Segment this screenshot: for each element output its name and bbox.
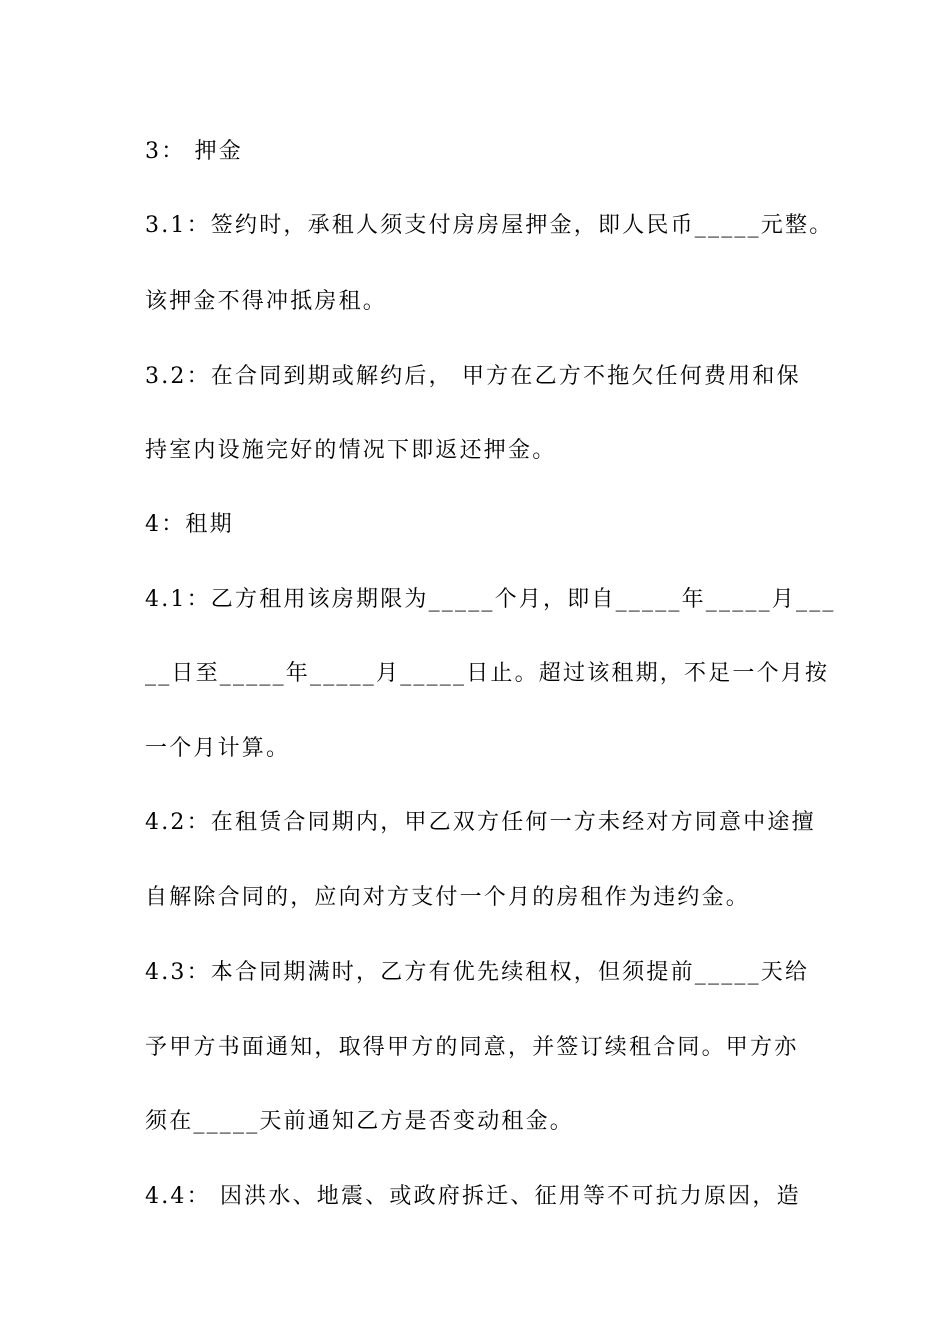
paragraph-line: 须在_____天前通知乙方是否变动租金。	[145, 1109, 575, 1134]
paragraph-line: 一个月计算。	[145, 736, 291, 761]
section-heading-lease-term: 4：租期	[145, 512, 234, 537]
paragraph-line: 持室内设施完好的情况下即返还押金。	[145, 438, 557, 463]
section-heading-deposit: 3： 押金	[145, 139, 243, 164]
paragraph-line: 该押金不得冲抵房租。	[145, 289, 388, 314]
paragraph-line: 予甲方书面通知，取得甲方的同意，并签订续租合同。甲方亦	[145, 1035, 799, 1060]
paragraph-line: 4.1：乙方租用该房期限为_____个月，即自_____年_____月___	[145, 587, 836, 612]
paragraph-line: 4.2：在租赁合同期内，甲乙双方任何一方未经对方同意中途擅	[145, 810, 816, 835]
paragraph-line: 3.1：签约时，承租人须支付房房屋押金，即人民币_____元整。	[145, 213, 834, 238]
paragraph-line: 3.2：在合同到期或解约后， 甲方在乙方不拖欠任何费用和保	[145, 364, 801, 389]
paragraph-line: 4.3：本合同期满时，乙方有优先续租权，但须提前_____天给	[145, 960, 810, 985]
paragraph-line: 自解除合同的，应向对方支付一个月的房租作为违约金。	[145, 885, 751, 910]
paragraph-line: 4.4： 因洪水、地震、或政府拆迁、征用等不可抗力原因，造	[145, 1184, 801, 1209]
paragraph-line: __日至_____年_____月_____日止。超过该租期，不足一个月按	[145, 661, 830, 686]
